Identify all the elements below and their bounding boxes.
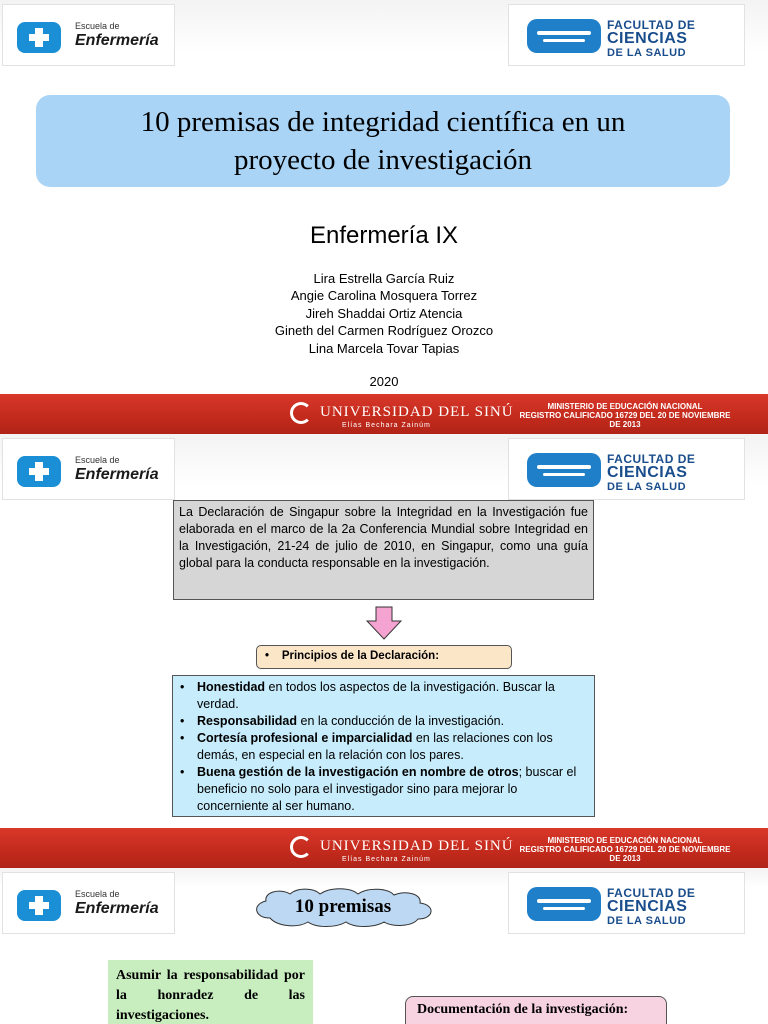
premises-heading: 10 premisas — [294, 896, 392, 917]
list-item — [179, 713, 586, 730]
principle-text: en la conducción de la investigación. — [297, 714, 505, 728]
logo-line-2: CIENCIAS — [607, 30, 688, 47]
ministry-registration — [494, 836, 756, 863]
logo-big-text: Enfermería — [75, 466, 159, 483]
university-emblem-icon — [290, 836, 312, 858]
premise-responsibility: Asumir la responsabilidad por la honradez de las investigaciones. — [108, 960, 313, 1024]
principles-list — [172, 675, 595, 817]
ministry-line-1: MINISTERIO DE EDUCACIÓN NACIONAL — [547, 402, 703, 411]
ministry-registration — [494, 402, 756, 429]
caduceus-wings-icon — [527, 887, 601, 921]
facultad-ciencias-salud-logo — [508, 4, 745, 66]
principle-name: Responsabilidad — [197, 714, 298, 728]
logo-small-text: Escuela de — [75, 455, 120, 465]
university-name: UNIVERSIDAD DEL SINÚ — [320, 404, 514, 420]
medical-cross-icon — [17, 890, 61, 921]
list-item — [179, 679, 586, 713]
facultad-ciencias-salud-logo — [508, 872, 745, 934]
logo-big-text: Enfermería — [75, 900, 159, 917]
author-name: Lina Marcela Tovar Tapias — [308, 340, 460, 356]
arrow-down-icon — [366, 606, 402, 640]
year: 2020 — [369, 374, 399, 389]
principle-text: ; buscar el beneficio no solo para el investigador sino para mejorar lo concerniente al ser humano. — [197, 765, 577, 813]
ministry-line-3: DE 2013 — [609, 420, 641, 429]
bullet: • — [265, 650, 282, 662]
caduceus-wings-icon — [527, 453, 601, 487]
ministry-line-3: DE 2013 — [609, 854, 641, 863]
slide-premises — [0, 868, 768, 1024]
ministry-line-1: MINISTERIO DE EDUCACIÓN NACIONAL — [547, 836, 703, 845]
medical-cross-icon — [17, 22, 61, 53]
author-name: Lira Estrella García Ruiz — [313, 271, 455, 286]
logo-line-2: CIENCIAS — [607, 898, 688, 915]
slide-title — [0, 0, 768, 434]
principle-text: en todos los aspectos de la investigación. Buscar la verdad. — [197, 680, 555, 711]
university-footer — [0, 828, 768, 868]
logo-line-3: DE LA SALUD — [607, 47, 687, 59]
ministry-line-2: REGISTRO CALIFICADO 16729 DEL 20 DE NOVIEMBRE — [519, 845, 731, 854]
escuela-enfermeria-logo — [2, 4, 175, 66]
author-name: Jireh Shaddai Ortiz Atencia — [305, 305, 463, 321]
principles-heading — [256, 645, 512, 669]
medical-cross-icon — [17, 456, 61, 487]
author-list — [0, 270, 768, 357]
premise-documentation: Documentación de la investigación: — [405, 996, 667, 1024]
list-item — [179, 730, 586, 764]
author-name: Angie Carolina Mosquera Torrez — [290, 288, 478, 304]
logo-line-1: FACULTAD DE — [607, 886, 696, 900]
logo-line-1: FACULTAD DE — [607, 452, 696, 466]
university-emblem-icon — [290, 402, 312, 424]
singapore-declaration-intro: La Declaración de Singapur sobre la Integridad en la Investigación fue elaborada en el marco de la 2a Conferencia Mundial sobre Integridad en la Investigación, 21-24 de julio de 2010, en Singapur, como una guía global para la conducta responsable en la investigación. — [173, 500, 594, 600]
title-line-1: 10 premisas de integridad científica en un — [140, 106, 626, 138]
slide-declaration — [0, 434, 768, 868]
facultad-ciencias-salud-logo — [508, 438, 745, 500]
principle-name: Cortesía profesional e imparcialidad — [197, 731, 413, 745]
university-subtitle: Elías Bechara Zainúm — [342, 856, 431, 863]
principle-text: en las relaciones con los demás, en especial en la relación con los pares. — [197, 731, 553, 762]
logo-line-2: CIENCIAS — [607, 464, 688, 481]
university-subtitle: Elías Bechara Zainúm — [342, 422, 431, 429]
caduceus-wings-icon — [527, 19, 601, 53]
escuela-enfermeria-logo — [2, 438, 175, 500]
ministry-line-2: REGISTRO CALIFICADO 16729 DEL 20 DE NOVIEMBRE — [519, 411, 731, 420]
logo-small-text: Escuela de — [75, 889, 120, 899]
logo-line-1: FACULTAD DE — [607, 18, 696, 32]
course-name: Enfermería IX — [309, 222, 459, 249]
principles-heading-text: Principios de la Declaración: — [281, 650, 440, 662]
title-line-2: proyecto de investigación — [234, 144, 532, 176]
principle-name: Buena gestión de la investigación en nombre de otros — [197, 765, 519, 779]
university-name: UNIVERSIDAD DEL SINÚ — [320, 838, 514, 854]
university-footer — [0, 394, 768, 434]
logo-line-3: DE LA SALUD — [607, 481, 687, 493]
presentation-title — [36, 95, 730, 187]
logo-big-text: Enfermería — [75, 32, 159, 49]
author-name: Gineth del Carmen Rodríguez Orozco — [274, 323, 494, 339]
list-item — [179, 764, 586, 815]
escuela-enfermeria-logo — [2, 872, 175, 934]
logo-line-3: DE LA SALUD — [607, 915, 687, 927]
principle-name: Honestidad — [197, 680, 266, 694]
logo-small-text: Escuela de — [75, 21, 120, 31]
